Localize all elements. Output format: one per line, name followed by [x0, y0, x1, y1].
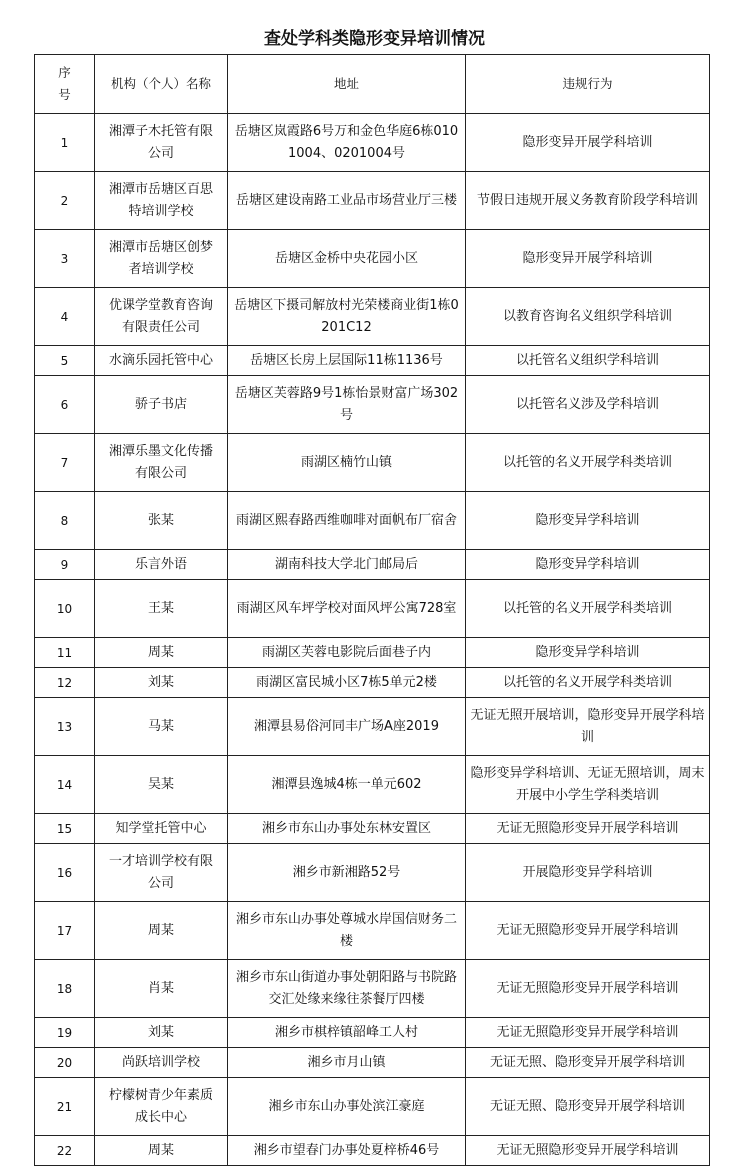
row-violation: 无证无照隐形变异开展学科培训 — [466, 814, 710, 844]
table-row — [35, 960, 710, 1018]
row-org: 湘潭市岳塘区百思特培训学校 — [95, 172, 228, 230]
table-row — [35, 230, 710, 288]
row-org: 一才培训学校有限公司 — [95, 844, 228, 902]
table-row — [35, 376, 710, 434]
row-address: 湘乡市新湘路52号 — [228, 844, 466, 902]
row-violation: 隐形变异学科培训 — [466, 550, 710, 580]
row-address: 湘乡市东山街道办事处朝阳路与书院路交汇处缘来缘往茶餐厅四楼 — [228, 960, 466, 1018]
row-index: 2 — [35, 172, 95, 230]
table-row — [35, 288, 710, 346]
table-row — [35, 550, 710, 580]
row-address: 湘乡市望春门办事处夏梓桥46号 — [228, 1136, 466, 1166]
row-index: 13 — [35, 698, 95, 756]
row-index: 7 — [35, 434, 95, 492]
row-index: 22 — [35, 1136, 95, 1166]
table-row — [35, 814, 710, 844]
row-violation: 隐形变异学科培训 — [466, 638, 710, 668]
row-index: 17 — [35, 902, 95, 960]
row-org: 湘潭乐墨文化传播有限公司 — [95, 434, 228, 492]
row-address: 湘乡市月山镇 — [228, 1048, 466, 1078]
row-address: 湘潭县易俗河同丰广场A座2019 — [228, 698, 466, 756]
row-org: 吴某 — [95, 756, 228, 814]
table-row — [35, 492, 710, 550]
row-index: 6 — [35, 376, 95, 434]
table-row — [35, 580, 710, 638]
table-row — [35, 346, 710, 376]
table-row — [35, 1136, 710, 1166]
row-org: 肖某 — [95, 960, 228, 1018]
header-index: 序号 — [35, 55, 95, 114]
row-address: 湘乡市东山办事处尊城水岸国信财务二楼 — [228, 902, 466, 960]
row-index: 1 — [35, 114, 95, 172]
table-row — [35, 1048, 710, 1078]
row-address: 岳塘区建设南路工业品市场营业厅三楼 — [228, 172, 466, 230]
row-index: 5 — [35, 346, 95, 376]
row-org: 王某 — [95, 580, 228, 638]
row-org: 刘某 — [95, 1018, 228, 1048]
row-address: 岳塘区下摄司解放村光荣楼商业街1栋0201C12 — [228, 288, 466, 346]
row-violation: 隐形变异开展学科培训 — [466, 230, 710, 288]
row-index: 14 — [35, 756, 95, 814]
row-index: 8 — [35, 492, 95, 550]
row-org: 知学堂托管中心 — [95, 814, 228, 844]
row-address: 雨湖区富民城小区7栋5单元2楼 — [228, 668, 466, 698]
table-row — [35, 698, 710, 756]
table-row — [35, 1018, 710, 1048]
row-violation: 以托管的名义开展学科类培训 — [466, 434, 710, 492]
row-org: 周某 — [95, 1136, 228, 1166]
row-org: 湘潭子木托管有限公司 — [95, 114, 228, 172]
row-address: 湘潭县逸城4栋一单元602 — [228, 756, 466, 814]
row-org: 周某 — [95, 638, 228, 668]
table-row — [35, 756, 710, 814]
row-address: 岳塘区岚霞路6号万和金色华庭6栋0101004、0201004号 — [228, 114, 466, 172]
row-address: 岳塘区芙蓉路9号1栋怡景财富广场302号 — [228, 376, 466, 434]
table-body — [35, 114, 710, 1166]
row-address: 雨湖区芙蓉电影院后面巷子内 — [228, 638, 466, 668]
table-header-row — [35, 55, 710, 114]
row-violation: 节假日违规开展义务教育阶段学科培训 — [466, 172, 710, 230]
table-row — [35, 844, 710, 902]
row-index: 10 — [35, 580, 95, 638]
row-violation: 以托管名义组织学科培训 — [466, 346, 710, 376]
row-index: 12 — [35, 668, 95, 698]
row-org: 湘潭市岳塘区创梦者培训学校 — [95, 230, 228, 288]
table-row — [35, 114, 710, 172]
row-org: 周某 — [95, 902, 228, 960]
row-violation: 隐形变异开展学科培训 — [466, 114, 710, 172]
row-address: 湘乡市东山办事处滨江豪庭 — [228, 1078, 466, 1136]
page-title: 查处学科类隐形变异培训情况 — [264, 29, 485, 49]
row-address: 雨湖区风车坪学校对面风坪公寓728室 — [228, 580, 466, 638]
row-address: 湖南科技大学北门邮局后 — [228, 550, 466, 580]
row-org: 马某 — [95, 698, 228, 756]
row-violation: 无证无照开展培训，隐形变异开展学科培训 — [466, 698, 710, 756]
row-org: 骄子书店 — [95, 376, 228, 434]
row-violation: 隐形变异学科培训 — [466, 492, 710, 550]
row-org: 柠檬树青少年素质成长中心 — [95, 1078, 228, 1136]
table-row — [35, 1078, 710, 1136]
row-address: 湘乡市东山办事处东林安置区 — [228, 814, 466, 844]
row-index: 19 — [35, 1018, 95, 1048]
table-row — [35, 434, 710, 492]
row-violation: 无证无照隐形变异开展学科培训 — [466, 1136, 710, 1166]
row-index: 11 — [35, 638, 95, 668]
row-index: 20 — [35, 1048, 95, 1078]
row-address: 岳塘区长房上层国际11栋1136号 — [228, 346, 466, 376]
row-violation: 无证无照隐形变异开展学科培训 — [466, 960, 710, 1018]
row-org: 尚跃培训学校 — [95, 1048, 228, 1078]
violations-table — [34, 54, 710, 1166]
row-index: 21 — [35, 1078, 95, 1136]
row-violation: 隐形变异学科培训、无证无照培训，周末开展中小学生学科类培训 — [466, 756, 710, 814]
row-index: 3 — [35, 230, 95, 288]
row-org: 优课学堂教育咨询有限责任公司 — [95, 288, 228, 346]
row-index: 16 — [35, 844, 95, 902]
row-violation: 以教育咨询名义组织学科培训 — [466, 288, 710, 346]
table-row — [35, 638, 710, 668]
row-index: 15 — [35, 814, 95, 844]
row-org: 刘某 — [95, 668, 228, 698]
row-index: 9 — [35, 550, 95, 580]
row-address: 岳塘区金桥中央花园小区 — [228, 230, 466, 288]
row-address: 雨湖区楠竹山镇 — [228, 434, 466, 492]
table-row — [35, 902, 710, 960]
row-violation: 无证无照、隐形变异开展学科培训 — [466, 1078, 710, 1136]
row-index: 4 — [35, 288, 95, 346]
row-violation: 无证无照、隐形变异开展学科培训 — [466, 1048, 710, 1078]
row-org: 张某 — [95, 492, 228, 550]
row-violation: 以托管的名义开展学科类培训 — [466, 668, 710, 698]
table-row — [35, 668, 710, 698]
row-address: 湘乡市棋梓镇韶峰工人村 — [228, 1018, 466, 1048]
row-org: 水滴乐园托管中心 — [95, 346, 228, 376]
row-index: 18 — [35, 960, 95, 1018]
header-org: 机构（个人）名称 — [95, 55, 228, 114]
row-violation: 以托管的名义开展学科类培训 — [466, 580, 710, 638]
header-violation: 违规行为 — [466, 55, 710, 114]
row-org: 乐言外语 — [95, 550, 228, 580]
header-address: 地址 — [228, 55, 466, 114]
row-violation: 以托管名义涉及学科培训 — [466, 376, 710, 434]
table-row — [35, 172, 710, 230]
row-violation: 无证无照隐形变异开展学科培训 — [466, 1018, 710, 1048]
row-address: 雨湖区熙春路西维咖啡对面帆布厂宿舍 — [228, 492, 466, 550]
row-violation: 无证无照隐形变异开展学科培训 — [466, 902, 710, 960]
row-violation: 开展隐形变异学科培训 — [466, 844, 710, 902]
